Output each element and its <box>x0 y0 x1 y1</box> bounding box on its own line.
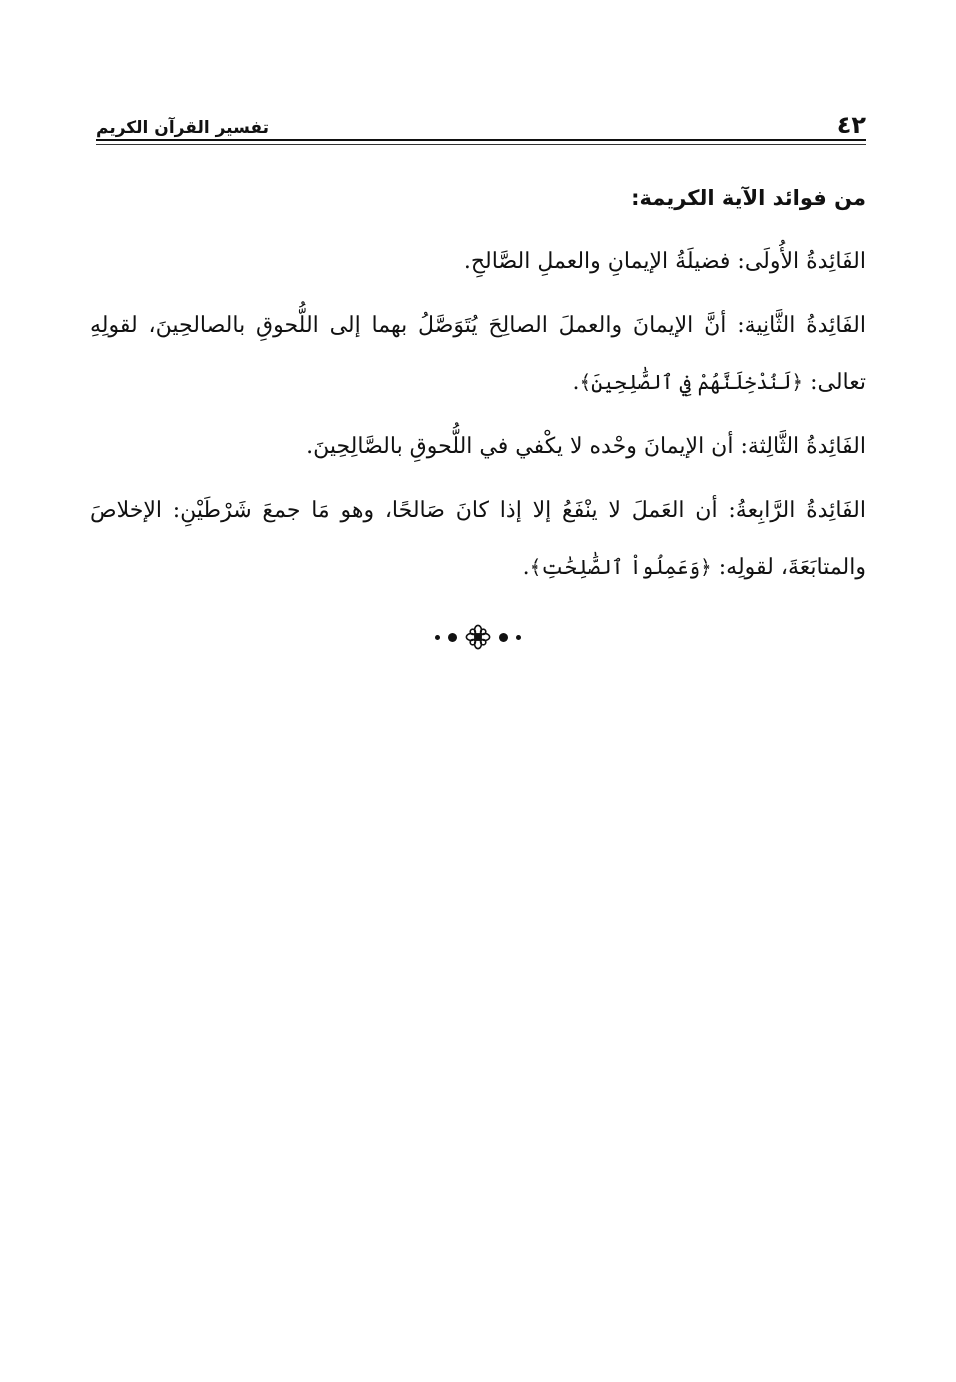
benefit-label: الفَائِدةُ الثَّالِثة: <box>740 434 866 459</box>
benefit-label: الفَائِدةُ الثَّانِية: <box>737 313 866 338</box>
running-title: تفسير القرآن الكريم <box>96 118 270 138</box>
quran-verse: ﴿وَعَمِلُواْ ٱلصَّٰلِحَٰتِ﴾ <box>529 555 712 579</box>
benefit-paragraph-4 <box>90 483 866 596</box>
benefit-text: أن العَملَ لا ينْفَعُ إلا إذا كانَ صَالحًا، وهو مَا جمعَ شَرْطَيْنِ: الإخلاصَ والمتابَعَةَ، لقولِه: <box>90 498 866 580</box>
sentence-end: . <box>572 370 580 395</box>
benefit-paragraph-3 <box>90 419 866 475</box>
benefit-text: أنَّ الإيمانَ والعملَ الصالِحَ يُتَوَصَّلُ بهما إلى اللُّحوقِ بالصالحِينَ، لقولِهِ تعالى: <box>90 313 866 395</box>
page-header <box>96 100 866 140</box>
section-heading: من فوائد الآية الكريمة: <box>631 186 866 210</box>
body-text <box>90 180 866 604</box>
benefit-label: الفَائِدةُ الأُولَى: <box>737 249 866 274</box>
benefit-text: أن الإيمانَ وحْده لا يكْفي في اللُّحوقِ بالصَّالِحِينَ. <box>306 434 734 459</box>
section-end-ornament <box>0 622 956 652</box>
ornament-dot-large <box>499 633 508 642</box>
ornament-dot-small <box>516 635 521 640</box>
sentence-end: . <box>522 555 530 580</box>
ornament-dot-large <box>448 633 457 642</box>
benefit-label: الفَائِدةُ الرَّابِعةُ: <box>728 498 866 523</box>
benefit-paragraph-2 <box>90 298 866 411</box>
header-rule <box>96 139 866 141</box>
floral-ornament-icon <box>465 624 491 650</box>
header-rule-thin <box>96 144 866 145</box>
page-number: ٤٢ <box>836 111 866 139</box>
ornament-dot-small <box>435 635 440 640</box>
quran-verse: ﴿لَنُدْخِلَنَّهُمْ فِي ٱلصَّٰلِحِينَ﴾ <box>579 370 804 394</box>
benefit-paragraph-1 <box>90 234 866 290</box>
benefit-text: فضيلَةُ الإيمانِ والعملِ الصَّالحِ. <box>463 249 731 274</box>
